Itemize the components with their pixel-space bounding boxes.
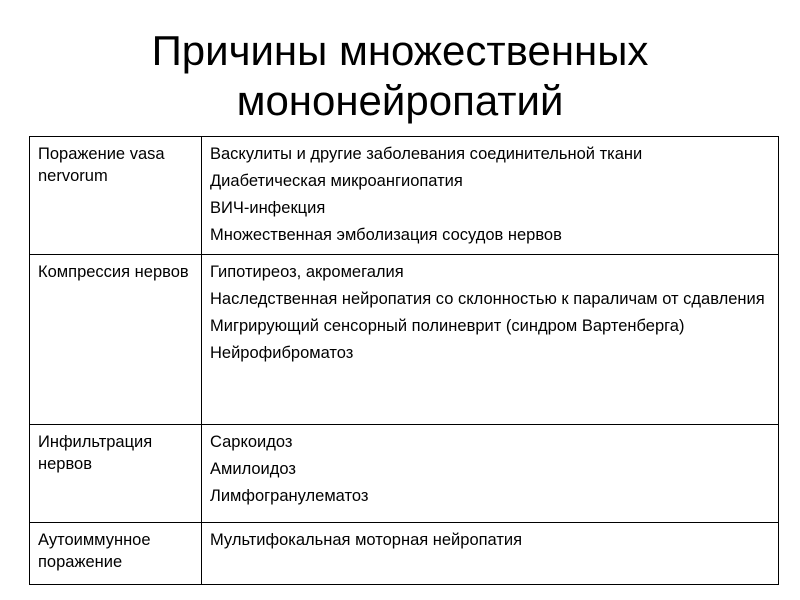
- causes-cell: [202, 425, 779, 523]
- cause-item: Нейрофиброматоз: [210, 344, 354, 362]
- cause-item: Множественная эмболизация сосудов нервов: [210, 226, 562, 244]
- causes-cell: [202, 255, 779, 425]
- causes-table: [29, 136, 779, 585]
- causes-cell: [202, 523, 779, 585]
- table-row: [30, 137, 779, 255]
- cause-item: Лимфогранулематоз: [210, 487, 369, 505]
- table-row: [30, 425, 779, 523]
- cause-item: Васкулиты и другие заболевания соединительной ткани: [210, 145, 643, 163]
- cause-item: Наследственная нейропатия со склонностью к параличам от сдавления: [210, 290, 765, 308]
- category-cell: Компрессия нервов: [30, 255, 202, 425]
- slide-title-line-1: Причины множественных: [151, 27, 649, 74]
- cause-item: Мигрирующий сенсорный полиневрит (синдром Вартенберга): [210, 317, 685, 335]
- cause-item: Гипотиреоз, акромегалия: [210, 263, 404, 281]
- table-row: [30, 255, 779, 425]
- cause-item: Саркоидоз: [210, 433, 293, 451]
- category-cell: Аутоиммунное поражение: [30, 523, 202, 585]
- cause-item: Диабетическая микроангиопатия: [210, 172, 463, 190]
- category-cell: Поражение vasa nervorum: [30, 137, 202, 255]
- cause-item: Амилоидоз: [210, 460, 296, 478]
- category-cell: Инфильтрация нервов: [30, 425, 202, 523]
- slide-title: [0, 26, 800, 126]
- cause-item: Мультифокальная моторная нейропатия: [210, 531, 523, 549]
- table-row: [30, 523, 779, 585]
- cause-item: ВИЧ-инфекция: [210, 199, 326, 217]
- slide-title-line-2: мононейропатий: [236, 77, 564, 124]
- causes-cell: [202, 137, 779, 255]
